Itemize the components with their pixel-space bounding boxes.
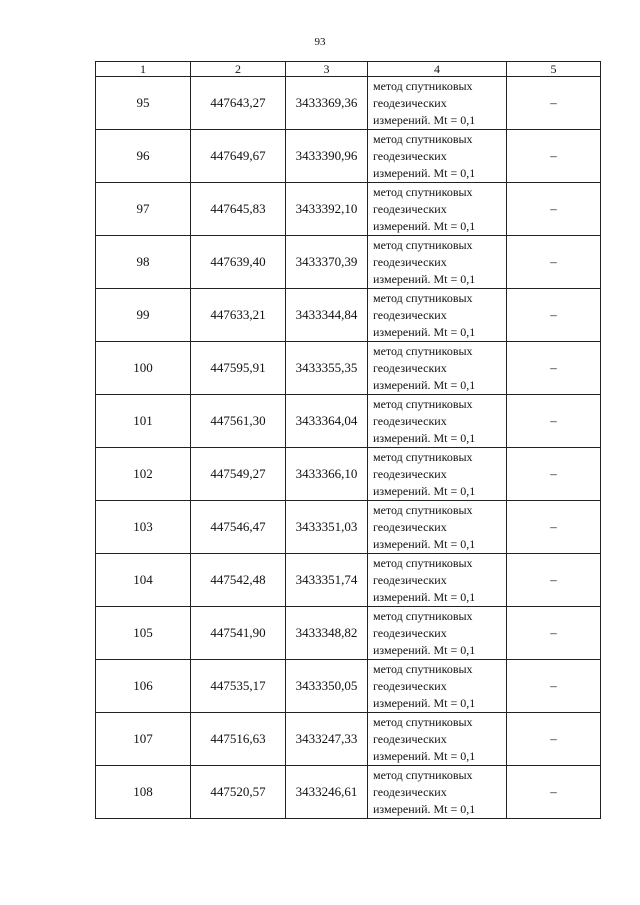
header-row bbox=[96, 62, 601, 77]
note-cell: – bbox=[507, 77, 601, 130]
x-coordinate-cell: 447643,27 bbox=[191, 77, 286, 130]
method-line: измерений. Mt = 0,1 bbox=[373, 483, 476, 498]
y-coordinate-cell: 3433364,04 bbox=[286, 395, 368, 448]
point-number-cell: 96 bbox=[96, 130, 191, 183]
y-coordinate-cell: 3433355,35 bbox=[286, 342, 368, 395]
y-coordinate-cell: 3433390,96 bbox=[286, 130, 368, 183]
method-cell bbox=[368, 77, 507, 130]
method-cell bbox=[368, 236, 507, 289]
method-line: геодезических bbox=[373, 307, 447, 322]
method-line: геодезических bbox=[373, 678, 447, 693]
method-line: геодезических bbox=[373, 95, 447, 110]
table-row bbox=[96, 130, 601, 183]
table-row bbox=[96, 766, 601, 819]
method-line: метод спутниковых bbox=[373, 767, 473, 782]
x-coordinate-cell: 447595,91 bbox=[191, 342, 286, 395]
method-line: измерений. Mt = 0,1 bbox=[373, 801, 476, 816]
note-cell: – bbox=[507, 501, 601, 554]
x-coordinate-cell: 447542,48 bbox=[191, 554, 286, 607]
method-line: измерений. Mt = 0,1 bbox=[373, 271, 476, 286]
note-cell: – bbox=[507, 236, 601, 289]
method-line: геодезических bbox=[373, 466, 447, 481]
table-row bbox=[96, 660, 601, 713]
note-cell: – bbox=[507, 395, 601, 448]
method-line: измерений. Mt = 0,1 bbox=[373, 642, 476, 657]
note-cell: – bbox=[507, 130, 601, 183]
method-line: метод спутниковых bbox=[373, 184, 473, 199]
method-cell bbox=[368, 342, 507, 395]
x-coordinate-cell: 447535,17 bbox=[191, 660, 286, 713]
y-coordinate-cell: 3433351,74 bbox=[286, 554, 368, 607]
point-number-cell: 101 bbox=[96, 395, 191, 448]
note-cell: – bbox=[507, 183, 601, 236]
method-line: геодезических bbox=[373, 360, 447, 375]
column-header-1: 1 bbox=[96, 62, 191, 77]
method-line: метод спутниковых bbox=[373, 343, 473, 358]
method-line: геодезических bbox=[373, 731, 447, 746]
table-row bbox=[96, 713, 601, 766]
method-line: метод спутниковых bbox=[373, 78, 473, 93]
table-row bbox=[96, 501, 601, 554]
method-line: метод спутниковых bbox=[373, 237, 473, 252]
note-cell: – bbox=[507, 766, 601, 819]
method-line: измерений. Mt = 0,1 bbox=[373, 165, 476, 180]
method-line: измерений. Mt = 0,1 bbox=[373, 589, 476, 604]
method-line: измерений. Mt = 0,1 bbox=[373, 536, 476, 551]
x-coordinate-cell: 447645,83 bbox=[191, 183, 286, 236]
method-cell bbox=[368, 289, 507, 342]
method-line: метод спутниковых bbox=[373, 555, 473, 570]
method-cell bbox=[368, 660, 507, 713]
note-cell: – bbox=[507, 607, 601, 660]
table-row bbox=[96, 607, 601, 660]
method-line: геодезических bbox=[373, 254, 447, 269]
method-cell bbox=[368, 395, 507, 448]
method-line: метод спутниковых bbox=[373, 396, 473, 411]
y-coordinate-cell: 3433392,10 bbox=[286, 183, 368, 236]
y-coordinate-cell: 3433350,05 bbox=[286, 660, 368, 713]
point-number-cell: 99 bbox=[96, 289, 191, 342]
method-line: метод спутниковых bbox=[373, 714, 473, 729]
method-cell bbox=[368, 607, 507, 660]
x-coordinate-cell: 447633,21 bbox=[191, 289, 286, 342]
method-line: геодезических bbox=[373, 784, 447, 799]
x-coordinate-cell: 447549,27 bbox=[191, 448, 286, 501]
x-coordinate-cell: 447541,90 bbox=[191, 607, 286, 660]
method-cell bbox=[368, 554, 507, 607]
y-coordinate-cell: 3433344,84 bbox=[286, 289, 368, 342]
x-coordinate-cell: 447639,40 bbox=[191, 236, 286, 289]
point-number-cell: 95 bbox=[96, 77, 191, 130]
table-row bbox=[96, 183, 601, 236]
point-number-cell: 104 bbox=[96, 554, 191, 607]
point-number-cell: 103 bbox=[96, 501, 191, 554]
x-coordinate-cell: 447561,30 bbox=[191, 395, 286, 448]
method-line: геодезических bbox=[373, 572, 447, 587]
page-number: 93 bbox=[314, 36, 326, 48]
method-line: метод спутниковых bbox=[373, 608, 473, 623]
table-row bbox=[96, 236, 601, 289]
table-row bbox=[96, 77, 601, 130]
table-row bbox=[96, 342, 601, 395]
method-cell bbox=[368, 713, 507, 766]
method-line: измерений. Mt = 0,1 bbox=[373, 377, 476, 392]
x-coordinate-cell: 447516,63 bbox=[191, 713, 286, 766]
point-number-cell: 97 bbox=[96, 183, 191, 236]
y-coordinate-cell: 3433247,33 bbox=[286, 713, 368, 766]
method-line: измерений. Mt = 0,1 bbox=[373, 112, 476, 127]
column-header-3: 3 bbox=[286, 62, 368, 77]
method-line: геодезических bbox=[373, 519, 447, 534]
column-header-4: 4 bbox=[368, 62, 507, 77]
point-number-cell: 98 bbox=[96, 236, 191, 289]
table-row bbox=[96, 289, 601, 342]
method-line: геодезических bbox=[373, 148, 447, 163]
y-coordinate-cell: 3433348,82 bbox=[286, 607, 368, 660]
point-number-cell: 102 bbox=[96, 448, 191, 501]
y-coordinate-cell: 3433351,03 bbox=[286, 501, 368, 554]
table-row bbox=[96, 448, 601, 501]
x-coordinate-cell: 447546,47 bbox=[191, 501, 286, 554]
method-line: геодезических bbox=[373, 201, 447, 216]
y-coordinate-cell: 3433370,39 bbox=[286, 236, 368, 289]
point-number-cell: 108 bbox=[96, 766, 191, 819]
note-cell: – bbox=[507, 660, 601, 713]
note-cell: – bbox=[507, 713, 601, 766]
method-line: измерений. Mt = 0,1 bbox=[373, 695, 476, 710]
table-row bbox=[96, 395, 601, 448]
method-line: метод спутниковых bbox=[373, 661, 473, 676]
point-number-cell: 100 bbox=[96, 342, 191, 395]
table-row bbox=[96, 554, 601, 607]
method-cell bbox=[368, 501, 507, 554]
x-coordinate-cell: 447649,67 bbox=[191, 130, 286, 183]
method-line: метод спутниковых bbox=[373, 502, 473, 517]
note-cell: – bbox=[507, 554, 601, 607]
x-coordinate-cell: 447520,57 bbox=[191, 766, 286, 819]
y-coordinate-cell: 3433369,36 bbox=[286, 77, 368, 130]
method-line: метод спутниковых bbox=[373, 449, 473, 464]
method-line: метод спутниковых bbox=[373, 131, 473, 146]
method-line: метод спутниковых bbox=[373, 290, 473, 305]
method-line: геодезических bbox=[373, 625, 447, 640]
method-line: измерений. Mt = 0,1 bbox=[373, 218, 476, 233]
note-cell: – bbox=[507, 448, 601, 501]
coordinates-table bbox=[95, 61, 601, 819]
method-cell bbox=[368, 130, 507, 183]
method-cell bbox=[368, 448, 507, 501]
point-number-cell: 106 bbox=[96, 660, 191, 713]
method-cell bbox=[368, 183, 507, 236]
point-number-cell: 105 bbox=[96, 607, 191, 660]
y-coordinate-cell: 3433246,61 bbox=[286, 766, 368, 819]
method-line: измерений. Mt = 0,1 bbox=[373, 430, 476, 445]
method-line: измерений. Mt = 0,1 bbox=[373, 748, 476, 763]
method-line: геодезических bbox=[373, 413, 447, 428]
method-line: измерений. Mt = 0,1 bbox=[373, 324, 476, 339]
column-header-2: 2 bbox=[191, 62, 286, 77]
y-coordinate-cell: 3433366,10 bbox=[286, 448, 368, 501]
method-cell bbox=[368, 766, 507, 819]
column-header-5: 5 bbox=[507, 62, 601, 77]
note-cell: – bbox=[507, 342, 601, 395]
note-cell: – bbox=[507, 289, 601, 342]
point-number-cell: 107 bbox=[96, 713, 191, 766]
